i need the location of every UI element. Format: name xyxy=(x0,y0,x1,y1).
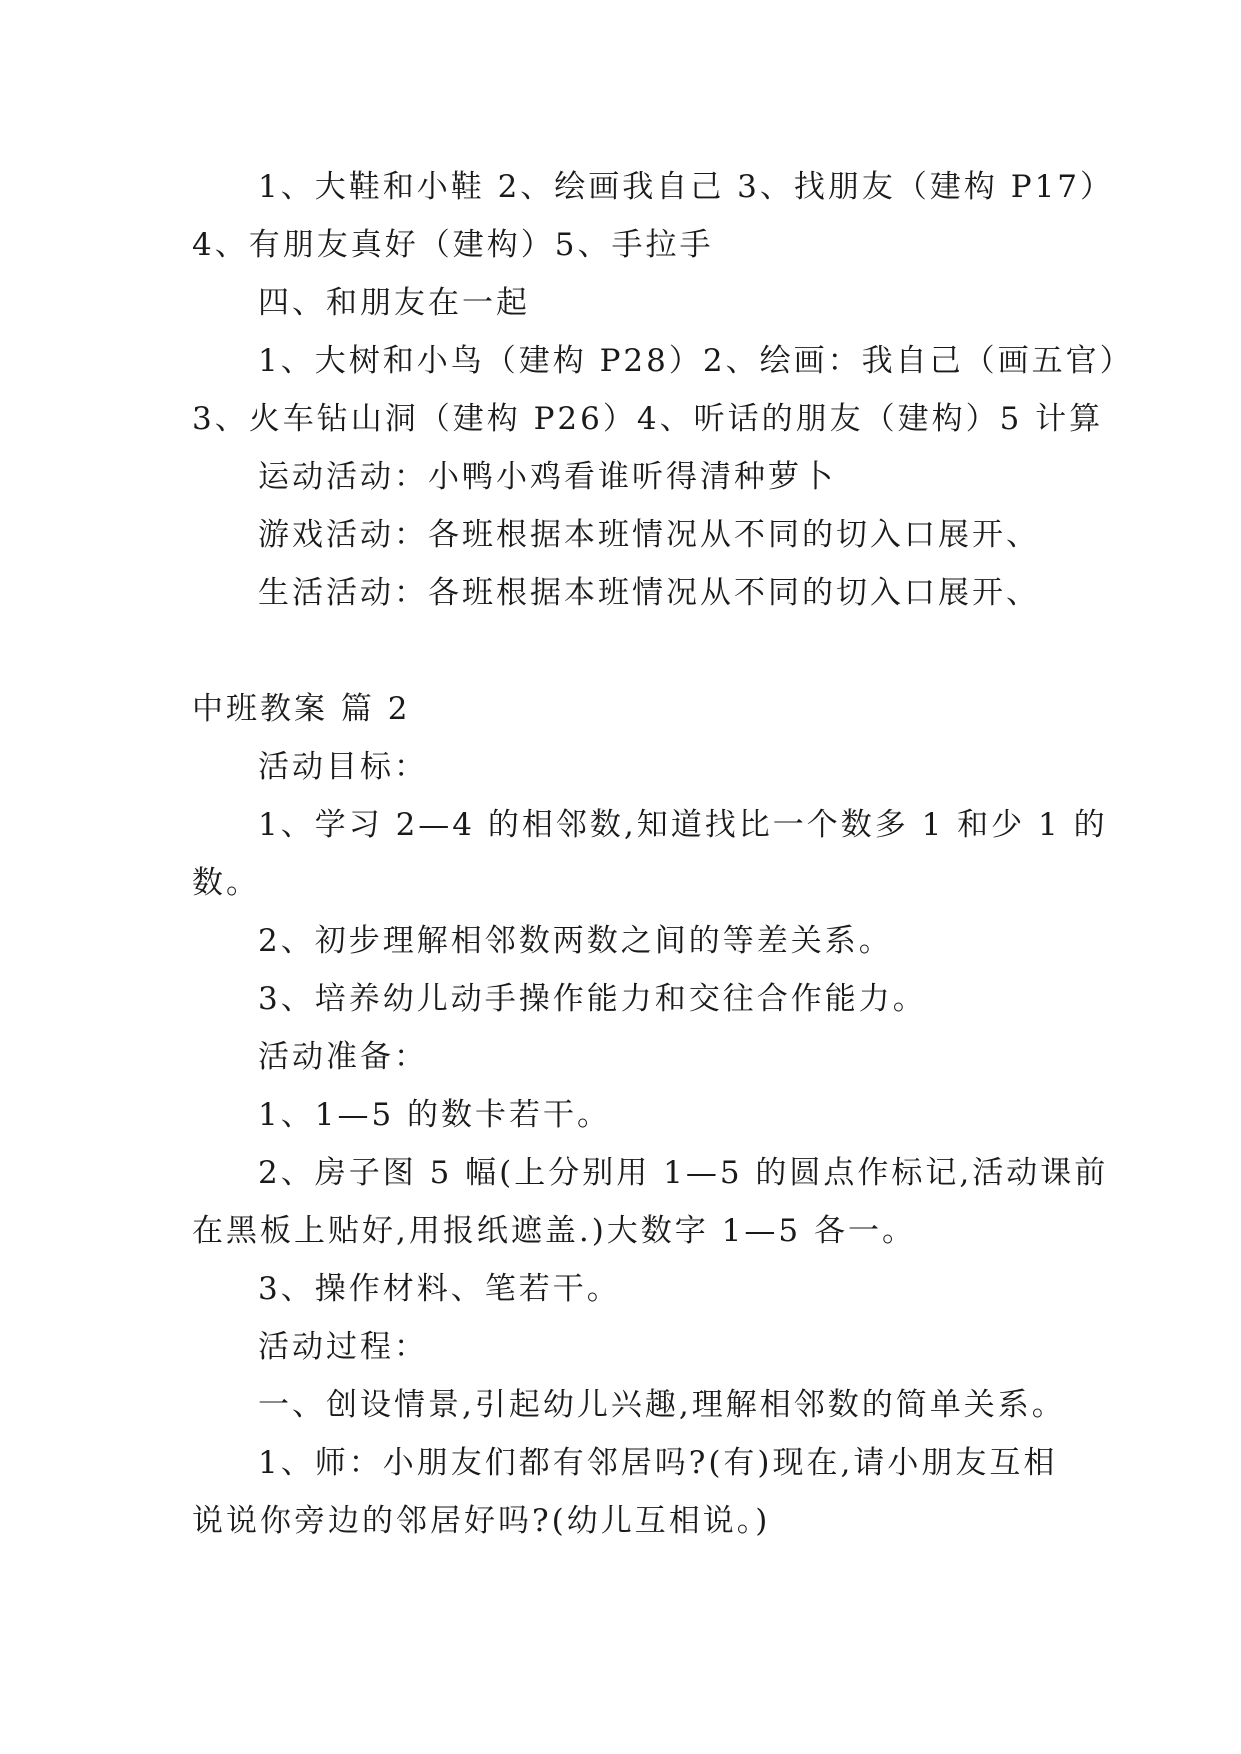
paragraph-line: 1、1—5 的数卡若干。 xyxy=(258,1097,612,1133)
paragraph-line: 游戏活动：各班根据本班情况从不同的切入口展开、 xyxy=(258,517,1040,553)
paragraph-line: 1、师：小朋友们都有邻居吗?(有)现在,请小朋友互相 xyxy=(258,1445,1058,1481)
paragraph-line: 数。 xyxy=(192,865,260,901)
section-heading: 活动准备： xyxy=(258,1039,428,1075)
paragraph-line: 3、操作材料、笔若干。 xyxy=(258,1271,621,1307)
paragraph-line: 1、大树和小鸟（建构 P28）2、绘画：我自己（画五官） xyxy=(258,343,1134,379)
document-title: 中班教案 篇 2 xyxy=(192,691,411,727)
section-heading: 四、和朋友在一起 xyxy=(258,285,530,321)
section-heading: 活动目标： xyxy=(258,749,428,785)
section-heading: 活动过程： xyxy=(258,1329,428,1365)
paragraph-line: 4、有朋友真好（建构）5、手拉手 xyxy=(192,227,714,263)
paragraph-line: 生活活动：各班根据本班情况从不同的切入口展开、 xyxy=(258,575,1040,611)
paragraph-line: 3、培养幼儿动手操作能力和交往合作能力。 xyxy=(258,981,927,1017)
paragraph-line: 2、房子图 5 幅(上分别用 1—5 的圆点作标记,活动课前 xyxy=(258,1155,1109,1191)
paragraph-line: 运动活动：小鸭小鸡看谁听得清种萝卜 xyxy=(258,459,836,495)
paragraph-line: 3、火车钻山洞（建构 P26）4、听话的朋友（建构）5 计算 xyxy=(192,401,1104,437)
paragraph-line: 1、学习 2—4 的相邻数,知道找比一个数多 1 和少 1 的 xyxy=(258,807,1108,843)
paragraph-line: 说说你旁边的邻居好吗?(幼儿互相说。) xyxy=(192,1503,771,1539)
paragraph-line: 2、初步理解相邻数两数之间的等差关系。 xyxy=(258,923,893,959)
paragraph-line: 1、大鞋和小鞋 2、绘画我自己 3、找朋友（建构 P17） xyxy=(258,169,1115,205)
paragraph-line: 在黑板上贴好,用报纸遮盖.)大数字 1—5 各一。 xyxy=(192,1213,916,1249)
paragraph-line: 一、创设情景,引起幼儿兴趣,理解相邻数的简单关系。 xyxy=(258,1387,1066,1423)
